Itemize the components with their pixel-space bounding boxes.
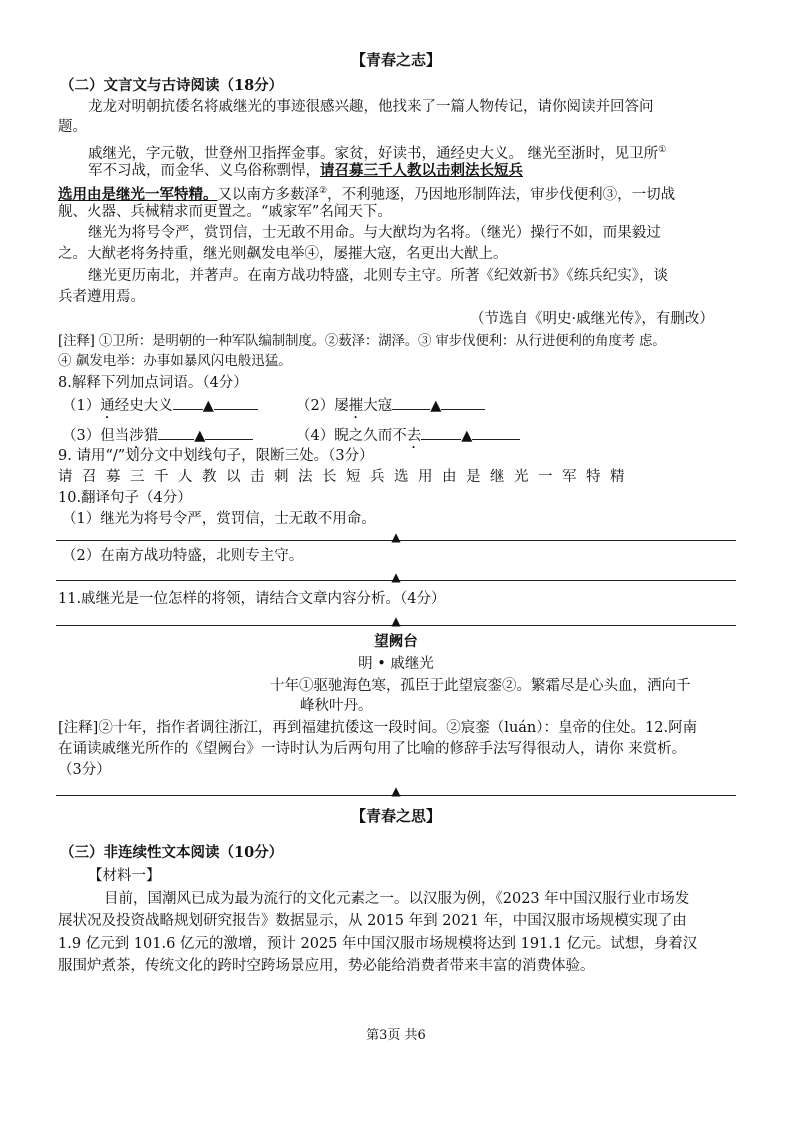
dotted-word: 去 xyxy=(406,428,422,444)
question-8-item-1 xyxy=(62,395,258,422)
item-text: 经史大义 xyxy=(114,398,173,414)
answer-blank[interactable] xyxy=(214,395,258,410)
notes-line-2: ④ 飙发电举：办事如暴风闪电般迅猛。 xyxy=(58,353,292,369)
item-text: （3）但当 xyxy=(62,428,130,444)
footnote-marker-2: ② xyxy=(319,186,328,196)
item-text: 大寇 xyxy=(363,398,393,414)
passage-p3-line-2: 兵者遵用焉。 xyxy=(58,289,145,305)
dotted-word: 摧 xyxy=(348,398,364,414)
question-9-sentence: 请召募三千人教以击刺法长短兵选用由是继光一军特精 xyxy=(58,469,634,485)
answer-blank[interactable] xyxy=(421,425,461,440)
notes-line-1: [注释] ①卫所：是明朝的一种军队编制制度。②薮泽：湖泽。③ 审步伐便利：从行进便利的角度考 虑。 xyxy=(58,333,666,349)
answer-blank[interactable] xyxy=(441,395,485,410)
poem-title: 望阙台 xyxy=(374,633,418,650)
item-text: （2）屡 xyxy=(296,398,349,414)
poem-notes-line-2: 在诵读戚继光所作的《望阙台》一诗时认为后两句用了比喻的修辞手法写得很动人，请你 来赏析。 xyxy=(58,741,687,757)
answer-triangle: ▲ xyxy=(391,614,401,628)
footnote-marker-3: ③ xyxy=(602,186,618,203)
material-1-line-3: 1.9 亿元到 101.6 亿元的激增，预计 2025 年中国汉服市场规模将达到 191.1 亿元。试想，身着汉 xyxy=(58,936,698,952)
part3-heading: （三）非连续性文本阅读（10分） xyxy=(60,844,284,861)
poem-line-2: 峰秋叶丹。 xyxy=(300,698,373,714)
passage-p2-line-2 xyxy=(58,244,508,264)
answer-triangle: ▲ xyxy=(391,570,401,584)
passage-text: 戚继光，字元敬，世登州卫指挥金事。家贫，好读书，通经史大义。 继光至浙时，见卫所 xyxy=(88,145,659,162)
passage-text: 军不习战，而金华、义乌俗称剽悍， xyxy=(88,163,320,179)
question-10: 10.翻译句子（4分） xyxy=(58,490,192,506)
item-label: （1） xyxy=(62,398,101,414)
dotted-word: 涉 xyxy=(129,428,144,444)
passage-source: （节选自《明史·戚继光传》，有删改） xyxy=(470,311,714,327)
question-10-item-1: （1）继光为将号令严，赏罚信，士无敢不用命。 xyxy=(62,511,376,527)
item-text: 猎 xyxy=(143,428,159,444)
poem-line-1: 十年①驱驰海色寒，孤臣于此望宸銮②。繁霜尽是心头血，洒向千 xyxy=(270,678,691,694)
answer-blank[interactable] xyxy=(392,395,430,410)
section-heading-youth-will: 【青春之志】 xyxy=(350,51,441,69)
part2-heading: （二）文言文与古诗阅读（18分） xyxy=(60,77,284,94)
answer-triangle: ▲ xyxy=(430,398,442,414)
answer-triangle: ▲ xyxy=(194,428,206,444)
passage-text: ，一切战 xyxy=(617,186,676,203)
dotted-word: 通 xyxy=(100,398,115,414)
underlined-sentence-part-1: 请召募三千人教以击刺法长短兵 xyxy=(320,162,523,179)
answer-blank[interactable] xyxy=(158,425,194,440)
question-11: 11.戚继光是一位怎样的将领，请结合文章内容分析。（4分） xyxy=(58,591,446,607)
passage-text: 之。大猷老将务持重，继光则飙发电举 xyxy=(58,246,305,262)
passage-text: ，不利驰逐，乃因地形制阵法，审步伐便利 xyxy=(327,186,603,203)
question-10-item-2: （2）在南方战功特盛，北则专主守。 xyxy=(62,548,304,564)
question-8: 8.解释下列加点词语。（4分） xyxy=(58,375,248,391)
material-1-line-4: 服围炉煮茶，传统文化的跨时空跨场景应用，势必能给消费者带来丰富的消费体验。 xyxy=(58,958,595,974)
answer-triangle: ▲ xyxy=(202,398,214,414)
answer-blank[interactable] xyxy=(173,395,203,410)
passage-text: ，屡摧大寇，名更出大猷上。 xyxy=(319,246,508,262)
question-8-item-2 xyxy=(296,395,485,422)
intro-line-2: 题。 xyxy=(58,119,87,135)
passage-p1-line-2 xyxy=(88,161,523,181)
underlined-sentence-part-2: 选用由是继光一军特精。 xyxy=(58,185,218,203)
answer-triangle: ▲ xyxy=(461,428,473,444)
passage-p1-line-4: 舰、火器、兵械精求而更置之。“戚家军”名闻天下。 xyxy=(58,204,392,220)
footnote-marker-4: ④ xyxy=(304,246,319,262)
material-1-line-2: 展状况及投资战略规划研究报告》数据显示，从 2015 年到 2021 年，中国汉服市场规模实现了由 xyxy=(58,913,687,929)
answer-blank[interactable] xyxy=(205,425,253,440)
poem-author: 明 • 戚继光 xyxy=(358,656,434,672)
page-footer: 第3页 共6 xyxy=(366,1028,426,1043)
passage-p3-line-1: 继光更历南北，并著声。在南方战功特盛，北则专主守。所著《纪效新书》《练兵纪实》，谈 xyxy=(88,268,668,284)
answer-triangle: ▲ xyxy=(391,784,401,798)
footnote-marker-1: ① xyxy=(658,145,667,155)
material-1-label: 【材料一】 xyxy=(88,868,161,884)
material-1-line-1: 目前，国潮风已成为最为流行的文化元素之一。以汉服为例，《2023 年中国汉服行业市场发 xyxy=(104,891,690,907)
question-9: 9. 请用“/”划分文中划线句子，限断三处。（3分） xyxy=(58,448,374,464)
answer-blank[interactable] xyxy=(472,425,520,440)
item-text: （4）睨之久而不 xyxy=(296,428,407,444)
section-heading-youth-thought: 【青春之思】 xyxy=(350,807,441,825)
poem-notes-line-3: （3分） xyxy=(58,762,111,778)
intro-line-1: 龙龙对明朝抗倭名将戚继光的事迹很感兴趣，他找来了一篇人物传记，请你阅读并回答问 xyxy=(88,99,654,115)
passage-p2-line-1: 继光为将号令严，赏罚信，士无敢不用命。与大猷均为名将。（继光）操行不如，而果毅过 xyxy=(88,225,661,241)
poem-notes-line-1: [注释]②十年，指作者调往浙江，再到福建抗倭这一段时间。②宸銮（luán）：皇帝的住处。12.阿南 xyxy=(58,720,698,736)
passage-text: 又以南方多薮泽 xyxy=(217,186,319,203)
answer-triangle: ▲ xyxy=(391,530,401,544)
